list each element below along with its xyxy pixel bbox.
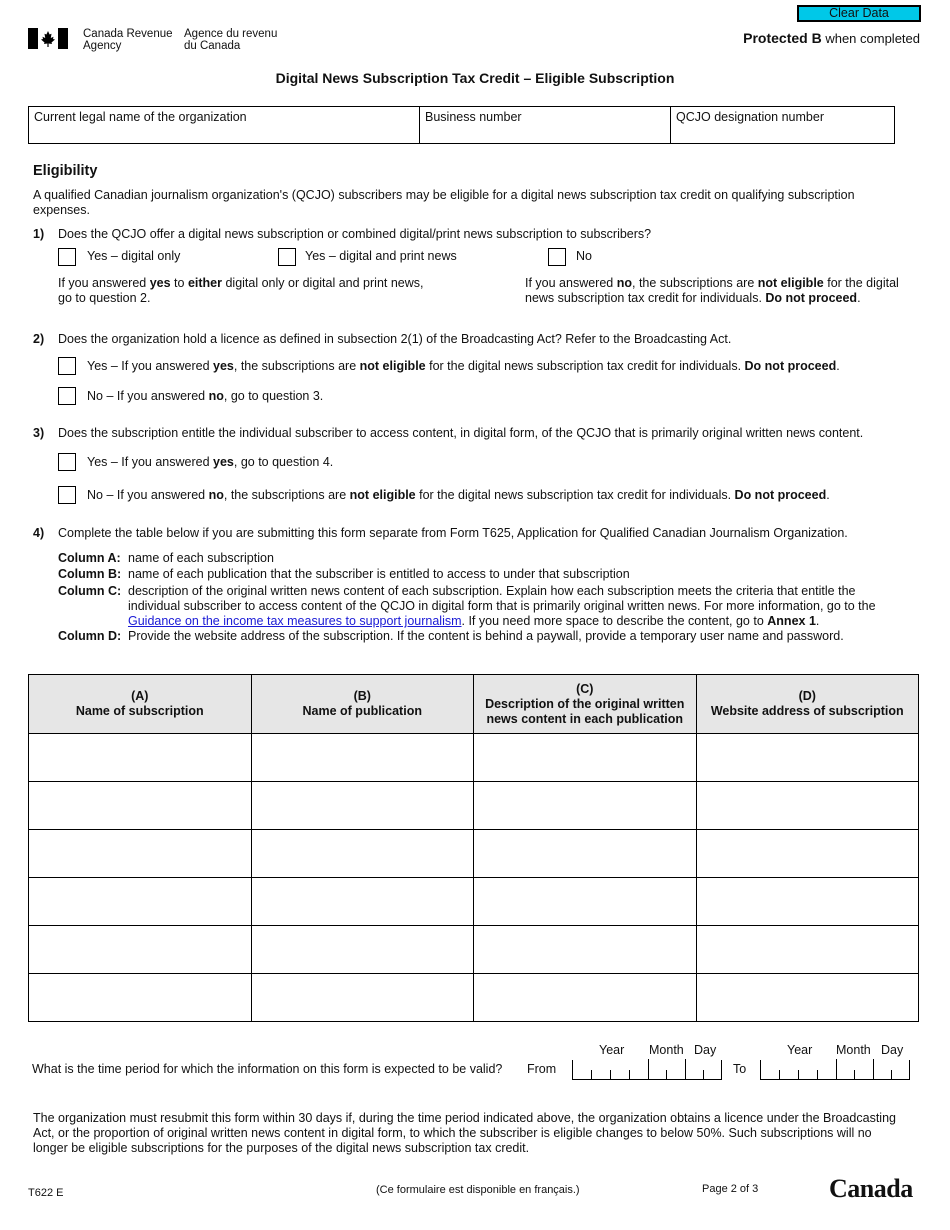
- table-row: [29, 878, 919, 926]
- q2-no-label: No – If you answered no, go to question 3.: [87, 389, 324, 403]
- to-month-label: Month: [836, 1043, 871, 1057]
- q1-yes-digital-label: Yes – digital only: [87, 249, 181, 263]
- content-description-input[interactable]: [474, 782, 696, 829]
- question-2-text: Does the organization hold a licence as defined in subsection 2(1) of the Broadcasting Act? Refer to the Broadcasting Act.: [58, 332, 732, 346]
- legal-name-field[interactable]: Current legal name of the organization: [28, 106, 420, 144]
- canada-flag-icon: [28, 28, 68, 49]
- subscription-name-input[interactable]: [29, 878, 251, 925]
- column-d-header: (D) Website address of subscription: [696, 675, 919, 734]
- website-address-input[interactable]: [697, 782, 919, 829]
- question-3-text: Does the subscription entitle the individual subscriber to access content, in digital form, of the QCJO that is primarily original written news content.: [58, 426, 864, 440]
- content-description-input[interactable]: [474, 974, 696, 1021]
- q3-no-checkbox[interactable]: [58, 486, 76, 504]
- protected-b-label: Protected B when completed: [743, 30, 920, 46]
- question-2-number: 2): [33, 332, 45, 346]
- from-date-input[interactable]: [572, 1060, 722, 1080]
- question-3-number: 3): [33, 426, 45, 440]
- subscription-table: [28, 674, 919, 1022]
- column-b-label: Column B:: [58, 567, 122, 581]
- publication-name-input[interactable]: [252, 830, 474, 877]
- eligibility-heading: Eligibility: [33, 163, 98, 179]
- column-c-label: Column C:: [58, 584, 122, 598]
- agency-name-fr: Agence du revenu du Canada: [184, 28, 278, 52]
- period-from-label: From: [527, 1062, 557, 1076]
- website-address-input[interactable]: [697, 926, 919, 973]
- to-day-label: Day: [881, 1043, 904, 1057]
- column-a-desc: name of each subscription: [128, 551, 274, 565]
- column-a-label: Column A:: [58, 551, 121, 565]
- subscription-name-input[interactable]: [29, 974, 251, 1021]
- column-a-header: (A) Name of subscription: [29, 675, 252, 734]
- website-address-input[interactable]: [697, 878, 919, 925]
- q1-yes-note: If you answered yes to either digital only or digital and print news, go to question 2.: [58, 276, 424, 305]
- publication-name-input[interactable]: [252, 878, 474, 925]
- column-c-header: (C) Description of the original written news content in each publication: [474, 675, 697, 734]
- page-number: Page 2 of 3: [702, 1183, 759, 1195]
- q2-no-checkbox[interactable]: [58, 387, 76, 405]
- french-availability-note: (Ce formulaire est disponible en français.): [376, 1184, 580, 1196]
- content-description-input[interactable]: [474, 926, 696, 973]
- column-d-desc: Provide the website address of the subscription. If the content is behind a paywall, provide a temporary user name and password.: [128, 629, 844, 643]
- journalism-guidance-link[interactable]: Guidance on the income tax measures to support journalism: [128, 614, 462, 628]
- publication-name-input[interactable]: [252, 782, 474, 829]
- form-title: Digital News Subscription Tax Credit – Eligible Subscription: [275, 70, 675, 86]
- clear-data-button[interactable]: Clear Data: [797, 5, 921, 22]
- q3-no-label: No – If you answered no, the subscriptions are not eligible for the digital news subscription tax credit for individuals. Do not proceed.: [87, 488, 830, 502]
- website-address-input[interactable]: [697, 734, 919, 781]
- question-1-text: Does the QCJO offer a digital news subscription or combined digital/print news subscription to subscribers?: [58, 227, 652, 241]
- table-row: [29, 734, 919, 782]
- q1-yes-digital-checkbox[interactable]: [58, 248, 76, 266]
- table-row: [29, 974, 919, 1022]
- column-b-header: (B) Name of publication: [251, 675, 474, 734]
- form-code: T622 E: [28, 1187, 64, 1199]
- table-header-row: [29, 675, 919, 734]
- content-description-input[interactable]: [474, 878, 696, 925]
- q1-no-checkbox[interactable]: [548, 248, 566, 266]
- subscription-name-input[interactable]: [29, 926, 251, 973]
- question-4-text: Complete the table below if you are submitting this form separate from Form T625, Application for Qualified Canadian Journalism Organization.: [58, 526, 848, 540]
- table-row: [29, 782, 919, 830]
- to-year-label: Year: [787, 1043, 813, 1057]
- q3-yes-label: Yes – If you answered yes, go to question 4.: [87, 455, 334, 469]
- from-month-label: Month: [649, 1043, 684, 1057]
- table-row: [29, 926, 919, 974]
- content-description-input[interactable]: [474, 734, 696, 781]
- subscription-name-input[interactable]: [29, 734, 251, 781]
- resubmit-notice: The organization must resubmit this form within 30 days if, during the time period indicated above, the organization obtains a licence under the Broadcasting Act, or the proportion of original written news content in digital form, to which the subscriber is eligible changes to below 50%. Such subscriptions will no longer be eligible subscriptions for the purposes of the digital news subscription tax credit.: [33, 1111, 896, 1155]
- column-d-label: Column D:: [58, 629, 122, 643]
- column-b-desc: name of each publication that the subscriber is entitled to access to under that subscription: [128, 567, 630, 581]
- q3-yes-checkbox[interactable]: [58, 453, 76, 471]
- website-address-input[interactable]: [697, 830, 919, 877]
- q2-yes-label: Yes – If you answered yes, the subscriptions are not eligible for the digital news subscription tax credit for individuals. Do not proceed.: [87, 359, 840, 373]
- q1-no-note: If you answered no, the subscriptions are not eligible for the digital news subscription tax credit for individuals. Do not proceed.: [525, 276, 899, 305]
- canada-wordmark: Canada: [829, 1174, 913, 1203]
- subscription-name-input[interactable]: [29, 782, 251, 829]
- subscription-name-input[interactable]: [29, 830, 251, 877]
- q2-yes-checkbox[interactable]: [58, 357, 76, 375]
- publication-name-input[interactable]: [252, 926, 474, 973]
- period-question: What is the time period for which the information on this form is expected to be valid?: [32, 1062, 503, 1076]
- q1-yes-digital-print-checkbox[interactable]: [278, 248, 296, 266]
- content-description-input[interactable]: [474, 830, 696, 877]
- qcjo-designation-field[interactable]: QCJO designation number: [670, 106, 895, 144]
- publication-name-input[interactable]: [252, 974, 474, 1021]
- to-date-input[interactable]: [760, 1060, 910, 1080]
- q1-yes-digital-print-label: Yes – digital and print news: [305, 249, 457, 263]
- period-to-label: To: [733, 1062, 747, 1076]
- q1-no-label: No: [576, 249, 592, 263]
- table-row: [29, 830, 919, 878]
- from-year-label: Year: [599, 1043, 625, 1057]
- business-number-field[interactable]: Business number: [419, 106, 671, 144]
- publication-name-input[interactable]: [252, 734, 474, 781]
- agency-name-en: Canada Revenue Agency: [83, 28, 173, 52]
- from-day-label: Day: [694, 1043, 717, 1057]
- question-4-number: 4): [33, 526, 45, 540]
- website-address-input[interactable]: [697, 974, 919, 1021]
- column-c-desc: description of the original written news content of each subscription. Explain how each subscription meets the criteria that entitle the individual subscriber to access content of the QCJO in digital form that is primarily original written news. For more information, go to the Guidance on the income tax measures to support journalism. If you need more space to describe the content, go to Annex 1.: [128, 584, 876, 628]
- eligibility-intro: A qualified Canadian journalism organization's (QCJO) subscribers may be eligible for a digital news subscription tax credit on qualifying subscription expenses.: [33, 188, 855, 217]
- question-1-number: 1): [33, 227, 45, 241]
